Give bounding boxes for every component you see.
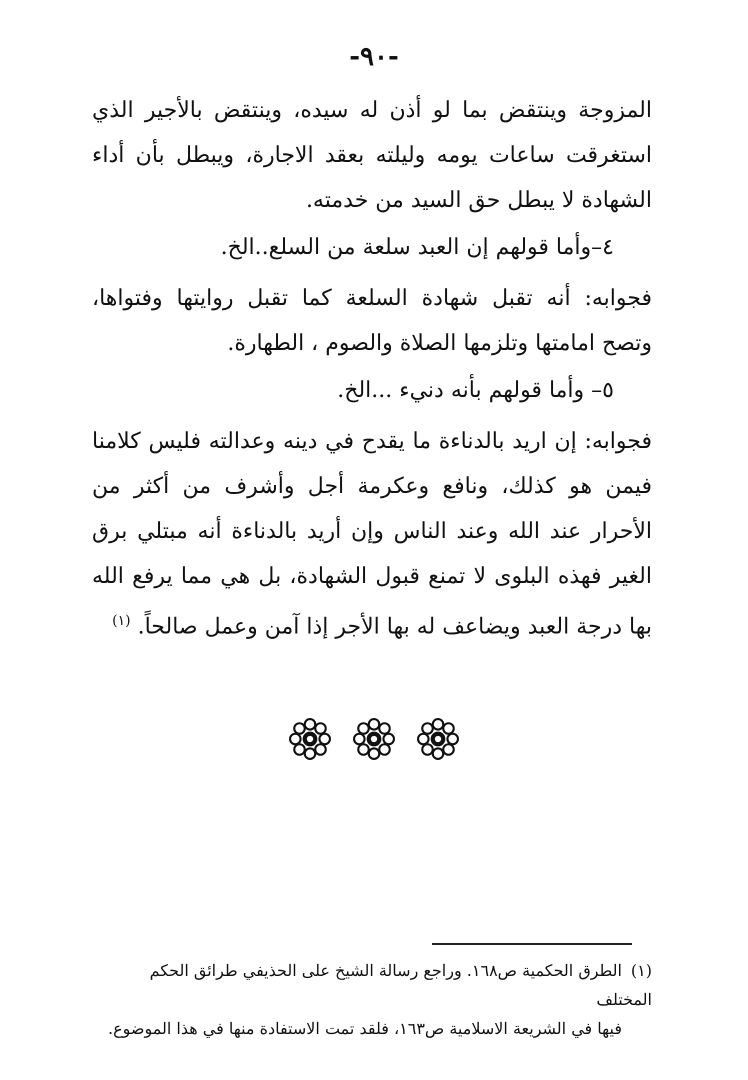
footnote-line-2: فيها في الشريعة الاسلامية ص١٦٣، فلقد تمت الاستفادة منها في هذا الموضوع.	[108, 1019, 622, 1038]
item-5-heading: ٥– وأما قولهم بأنه دنيء ...الخ.	[337, 378, 614, 403]
page-number: -٩٠-	[349, 42, 399, 72]
footnote-text-1: الطرق الحكمية ص١٦٨. وراجع رسالة الشيخ على الحذيفي طرائق الحكم المختلف	[149, 961, 652, 1009]
footnote-separator	[432, 943, 632, 945]
footnote-number: (١)	[630, 961, 652, 980]
ornament-divider	[0, 718, 748, 760]
item-4-heading: ٤–وأما قولهم إن العبد سلعة من السلع..الخ.	[220, 235, 614, 260]
flower-ornament-icon	[353, 718, 395, 760]
flower-ornament-icon	[289, 718, 331, 760]
footnote-line-1	[92, 956, 652, 1014]
item-4-answer: فجوابه: أنه تقبل شهادة السلعة كما تقبل روايتها وفتواها، وتصح امامتها وتلزمها الصلاة والصوم ، الطهارة.	[92, 286, 652, 356]
item-5-answer-text: فجوابه: إن اريد بالدناءة ما يقدح في دينه وعدالته فليس كلامنا فيمن هو كذلك، ونافع وعكرمة أجل وأشرف من أكثر من الأحرار عند الله وعند الناس وإن أريد بالدناءة أنه مبتلي برق الغير فهذه البلوى لا تمنع قبول الشهادة، بل هي مما يرفع الله بها درجة العبد ويضاعف له بها الأجر إذا آمن وعمل صالحاً.	[92, 429, 652, 640]
flower-ornament-icon	[417, 718, 459, 760]
footnote-reference: (١)	[112, 613, 131, 629]
footnote	[92, 956, 652, 1043]
item-5-answer	[92, 419, 652, 649]
paragraph-continuation: المزوجة وينتقض بما لو أذن له سيده، وينتقض بالأجير الذي استغرقت ساعات يومه وليلته بعقد الاجارة، ويبطل بأن أداء الشهادة لا يبطل حق السيد من خدمته.	[92, 98, 652, 213]
main-text	[92, 88, 652, 651]
